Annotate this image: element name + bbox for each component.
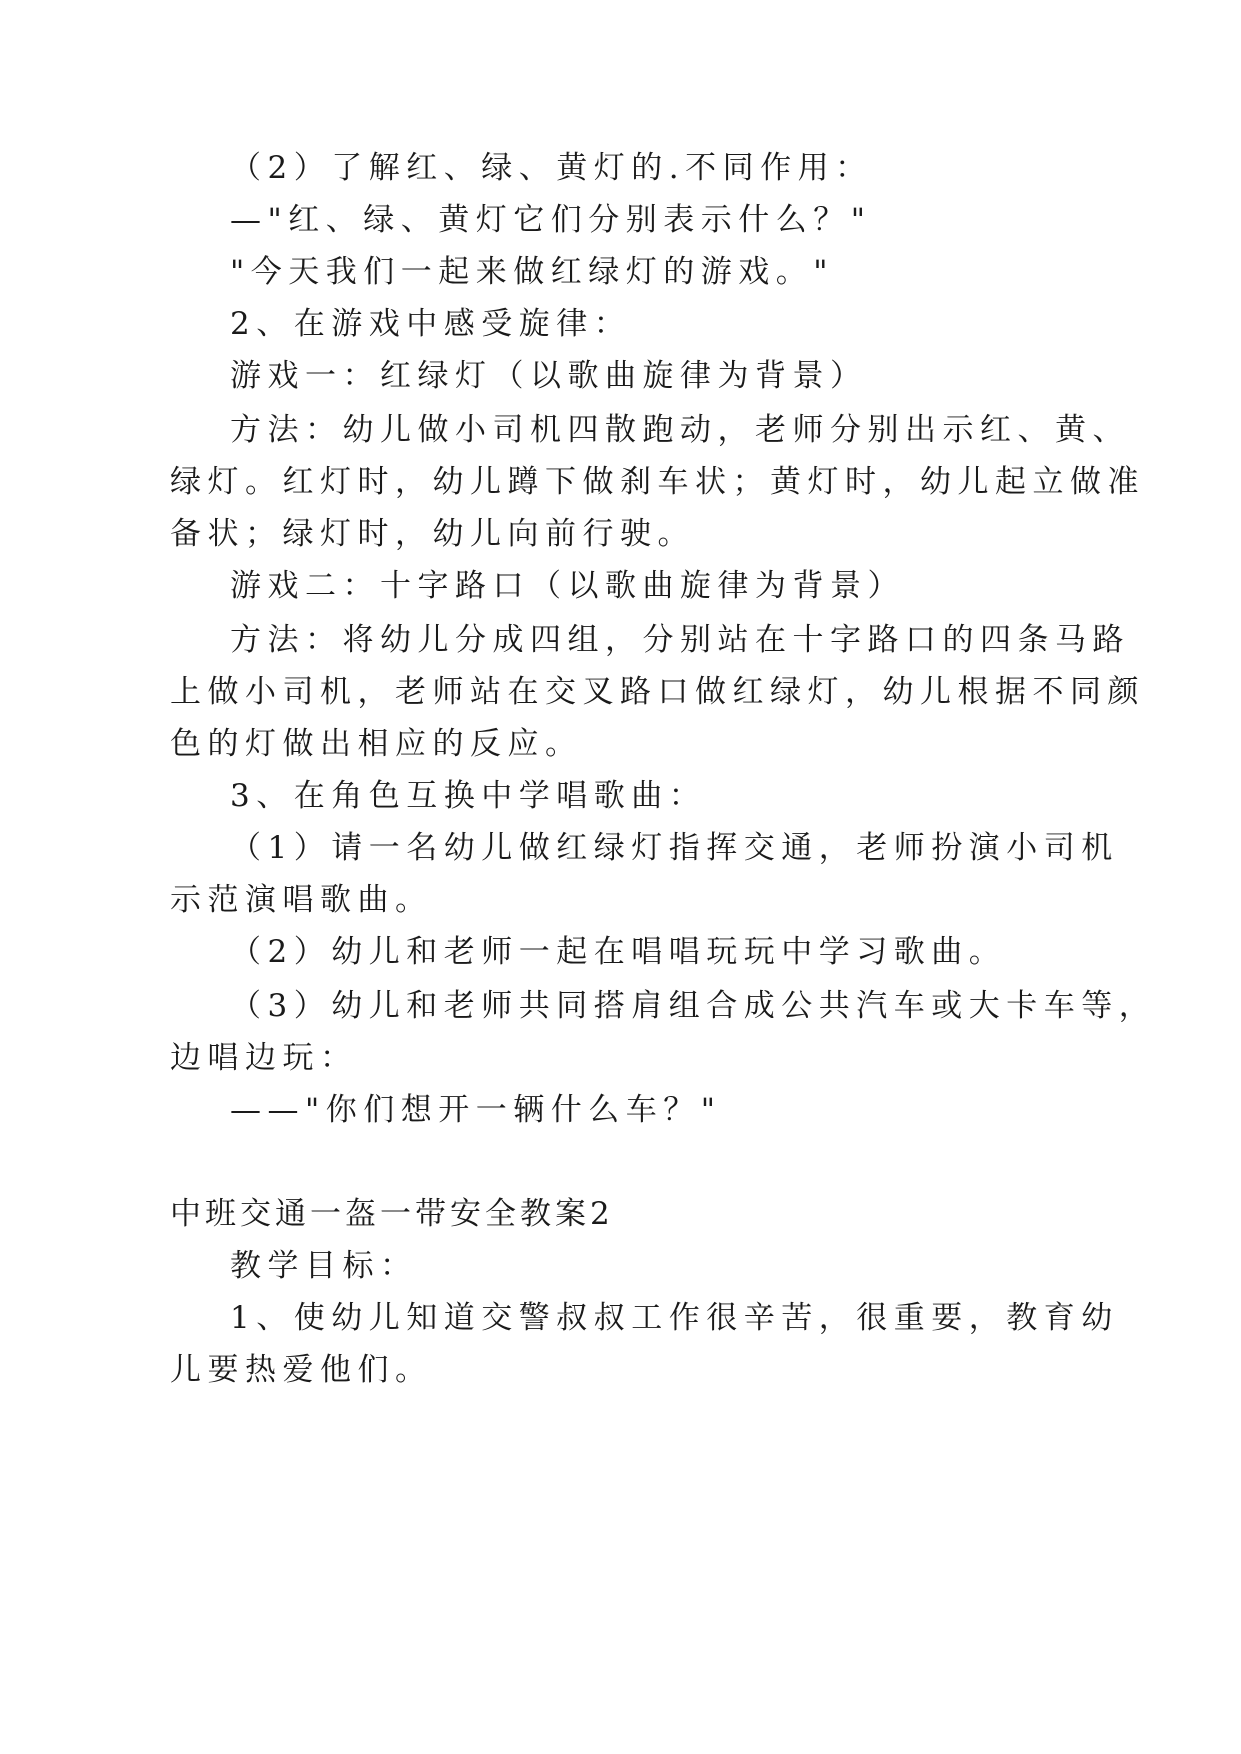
paragraph-line: 色的灯做出相应的反应。 <box>170 726 583 762</box>
paragraph-line: 教学目标： <box>230 1248 418 1284</box>
paragraph-line: 儿要热爱他们。 <box>170 1352 433 1388</box>
paragraph-line: 上做小司机，老师站在交叉路口做红绿灯，幼儿根据不同颜 <box>170 674 1145 710</box>
paragraph-line: 3、在角色互换中学唱歌曲： <box>230 778 707 814</box>
paragraph-line: （1）请一名幼儿做红绿灯指挥交通，老师扮演小司机 <box>230 830 1119 866</box>
paragraph-line: （2）幼儿和老师一起在唱唱玩玩中学习歌曲。 <box>230 934 1007 970</box>
paragraph-line: 边唱边玩： <box>170 1040 358 1076</box>
paragraph-line: 示范演唱歌曲。 <box>170 882 433 918</box>
paragraph-line: 游戏二：十字路口（以歌曲旋律为背景） <box>230 568 905 604</box>
paragraph-line: "今天我们一起来做红绿灯的游戏。" <box>230 254 835 290</box>
paragraph-line: 2、在游戏中感受旋律： <box>230 306 632 342</box>
paragraph-line: 备状；绿灯时，幼儿向前行驶。 <box>170 516 695 552</box>
section-title: 中班交通一盔一带安全教案2 <box>170 1196 614 1232</box>
paragraph-line: 游戏一：红绿灯（以歌曲旋律为背景） <box>230 358 868 394</box>
paragraph-line: ——"你们想开一辆什么车？" <box>230 1092 722 1128</box>
paragraph-line: 绿灯。红灯时，幼儿蹲下做刹车状；黄灯时，幼儿起立做准 <box>170 464 1145 500</box>
paragraph-line: 1、使幼儿知道交警叔叔工作很辛苦，很重要，教育幼 <box>230 1300 1119 1336</box>
paragraph-line: —"红、绿、黄灯它们分别表示什么？" <box>230 202 872 238</box>
paragraph-line: （2）了解红、绿、黄灯的.不同作用： <box>230 150 873 186</box>
paragraph-line: （3）幼儿和老师共同搭肩组合成公共汽车或大卡车等， <box>230 988 1157 1024</box>
paragraph-line: 方法：幼儿做小司机四散跑动，老师分别出示红、黄、 <box>230 412 1130 448</box>
paragraph-line: 方法：将幼儿分成四组，分别站在十字路口的四条马路 <box>230 622 1130 658</box>
